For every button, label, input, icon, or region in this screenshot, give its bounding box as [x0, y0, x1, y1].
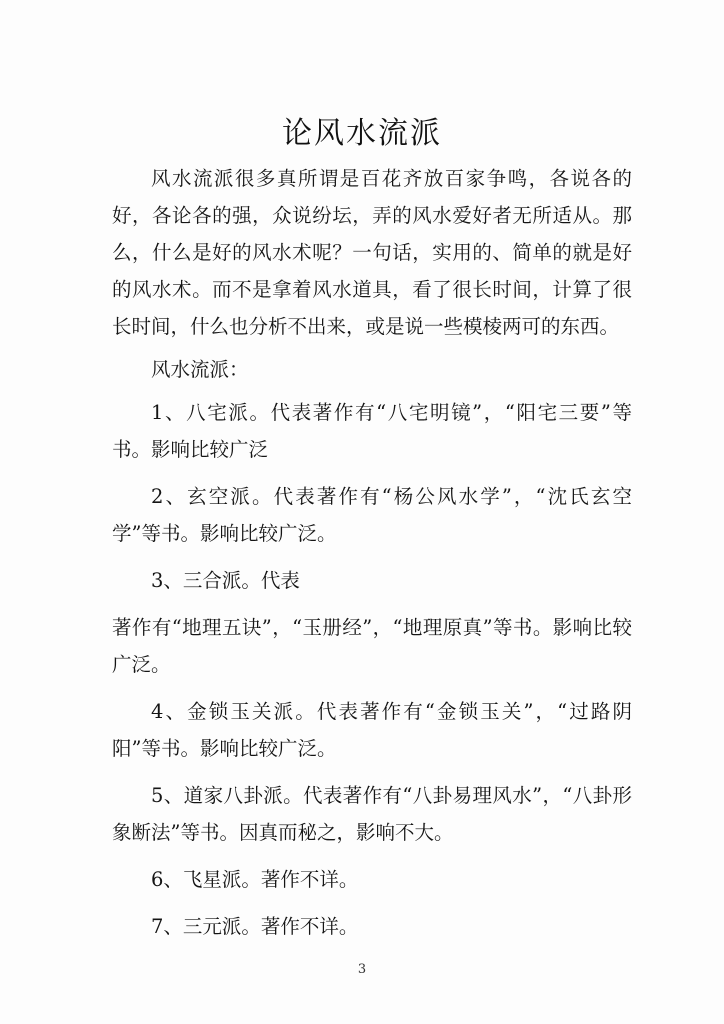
intro-paragraph: 风水流派很多真所谓是百花齐放百家争鸣，各说各的好，各论各的强，众说纷坛，弄的风水爱好者无所适从。那么，什么是好的风水术呢？一句话，实用的、简单的就是好的风水术。而不是拿着风水道具，看了很长时间，计算了很长时间，什么也分析不出来，或是说一些模棱两可的东西。 [112, 167, 632, 338]
list-item-feixing: 6、飞星派。著作不详。 [151, 868, 359, 891]
list-item-xuankong: 2、玄空派。代表著作有“杨公风水学”，“沈氏玄空学”等书。影响比较广泛。 [112, 485, 632, 545]
list-heading: 风水流派： [151, 358, 249, 381]
document-body [112, 160, 632, 945]
list-item-sanhe-continued: 著作有“地理五诀”，“玉册经”，“地理原真”等书。影响比较广泛。 [112, 616, 632, 676]
list-item-daojia-bagua: 5、道家八卦派。代表著作有“八卦易理风水”，“八卦形象断法”等书。因真而秘之，影响不大。 [112, 784, 632, 844]
list-item-sanyuan: 7、三元派。著作不详。 [151, 915, 359, 938]
list-item-sanhe: 3、三合派。代表 [151, 569, 300, 592]
page-title: 论风水流派 [282, 116, 442, 151]
list-item-jinsuoyuguan: 4、金锁玉关派。代表著作有“金锁玉关”，“过路阴阳”等书。影响比较广泛。 [112, 700, 632, 760]
list-item-bazhai: 1、八宅派。代表著作有“八宅明镜”，“阳宅三要”等书。影响比较广泛 [112, 401, 632, 461]
page-number: 3 [357, 962, 367, 977]
